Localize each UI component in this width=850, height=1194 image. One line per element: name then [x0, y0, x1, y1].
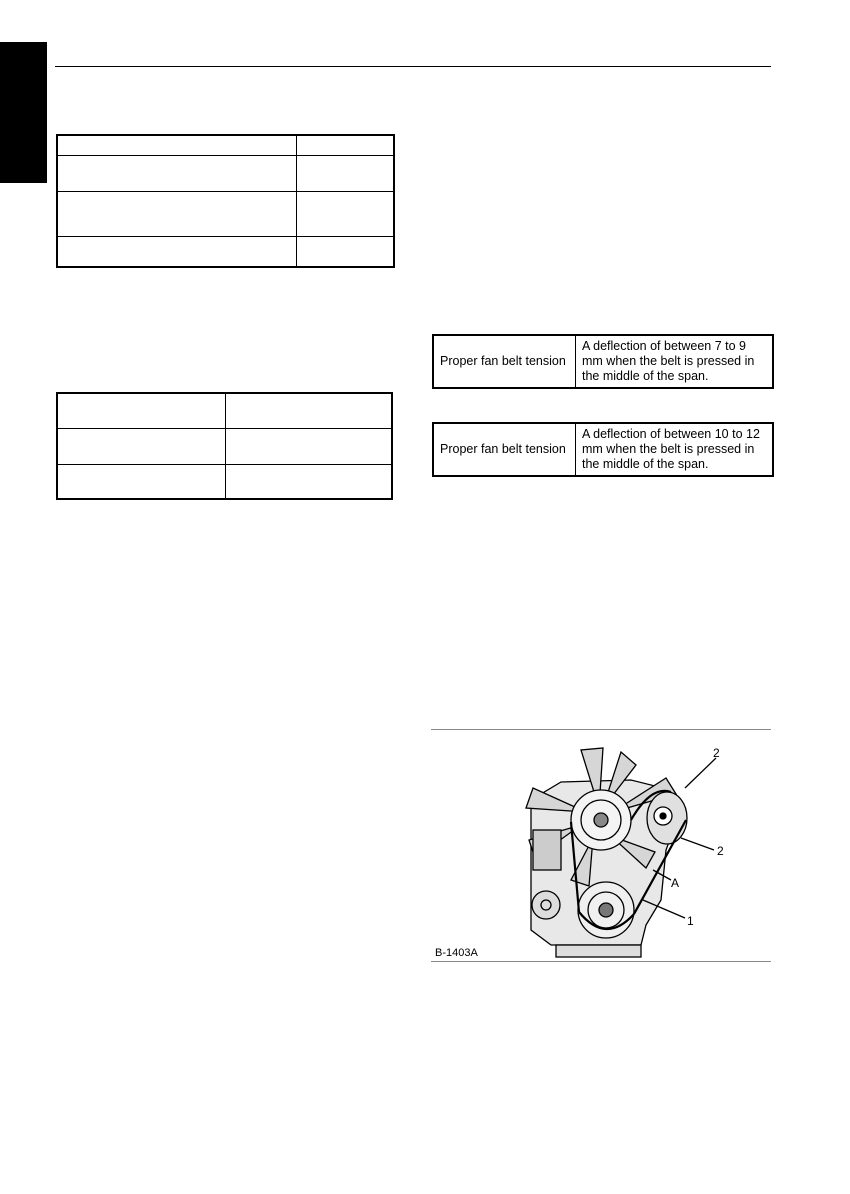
table-cell: [297, 155, 395, 191]
blank-table-upper: [56, 134, 395, 268]
table-cell: [226, 428, 393, 464]
belt-tension-value: A deflection of between 7 to 9 mm when the belt is pressed in the middle of the span.: [576, 335, 774, 388]
table-cell: [226, 393, 393, 428]
blank-table-lower: [56, 392, 393, 500]
table-cell: [226, 464, 393, 499]
callout-2-top: 2: [713, 746, 720, 760]
belt-tension-table-2: [432, 422, 774, 477]
belt-tension-value: A deflection of between 10 to 12 mm when the belt is pressed in the middle of the span.: [576, 423, 774, 476]
table-cell: [297, 191, 395, 236]
belt-tension-label: Proper fan belt tension: [433, 335, 576, 388]
belt-tension-table-1: [432, 334, 774, 389]
callout-2-right: 2: [717, 844, 724, 858]
belt-tension-label: Proper fan belt tension: [433, 423, 576, 476]
table-cell: [57, 191, 297, 236]
table-cell: [57, 236, 297, 267]
table-cell: [57, 428, 226, 464]
table-cell: [57, 393, 226, 428]
table-cell: [57, 464, 226, 499]
engine-figure: [431, 729, 771, 962]
header-rule: [55, 66, 771, 67]
table-cell: [297, 236, 395, 267]
callout-A: A: [671, 876, 680, 890]
table-cell: [57, 155, 297, 191]
section-tab: [0, 42, 47, 183]
table-cell: [297, 135, 395, 155]
table-cell: [57, 135, 297, 155]
callout-1: 1: [687, 914, 694, 928]
figure-code: B-1403A: [435, 947, 478, 959]
